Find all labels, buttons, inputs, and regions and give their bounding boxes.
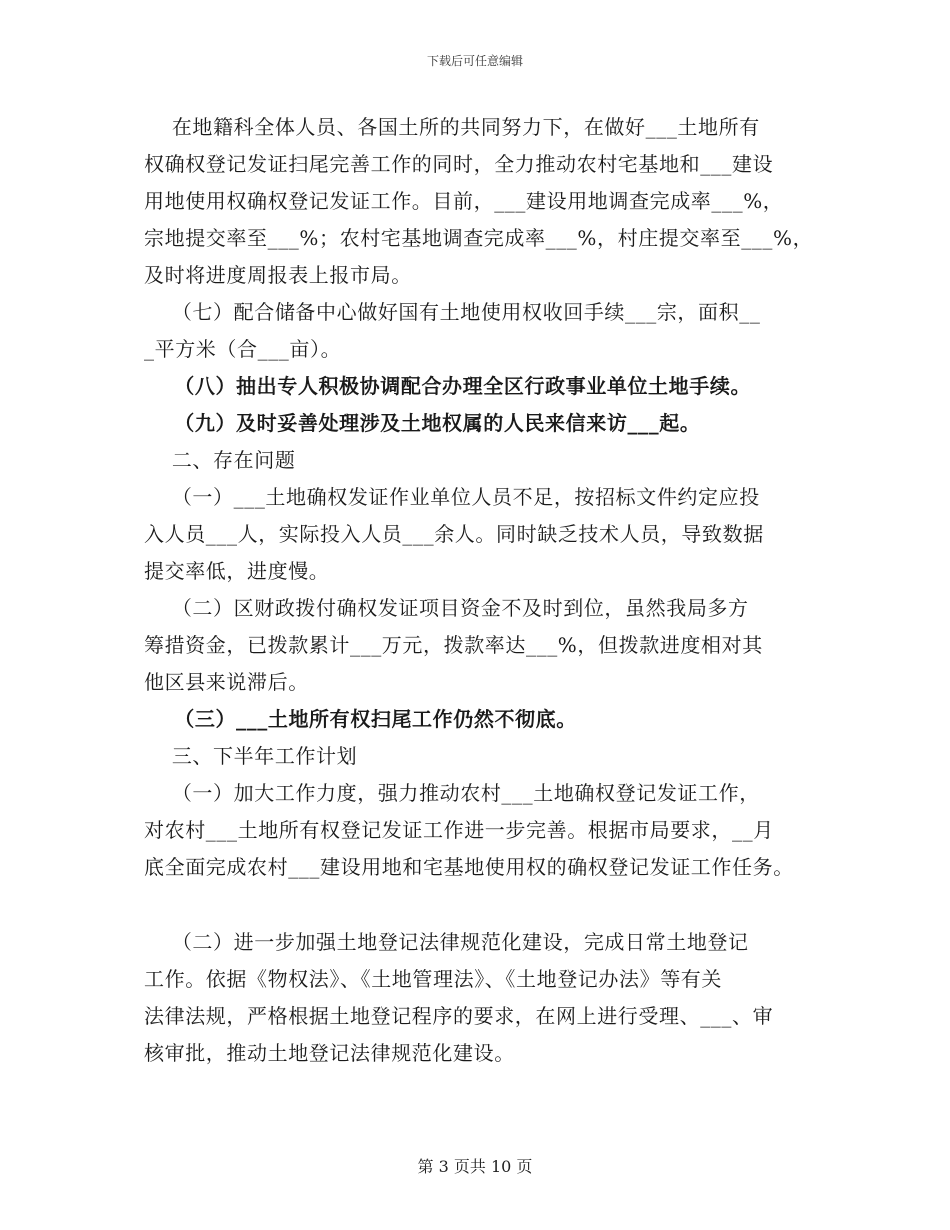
paragraph-line: （一）加大工作力度，强力推动农村___土地确权登记发证工作， [144,781,760,805]
paragraph-line: 入人员___人，实际投入人员___余人。同时缺乏技术人员，导致数据 [144,522,764,546]
paragraph-line: （二）进一步加强土地登记法律规范化建设，完成日常土地登记 [144,930,749,954]
section-heading: 二、存在问题 [144,448,296,472]
bold-paragraph-line: （九）及时妥善处理涉及土地权属的人民来信来访___起。 [144,411,701,435]
paragraph-line: 宗地提交率至___%；农村宅基地调查完成率___%，村庄提交率至___%， [144,226,814,250]
paragraph-line: 及时将进度周报表上报市局。 [144,263,412,287]
paragraph-line: （二）区财政拨付确权发证项目资金不及时到位，虽然我局多方 [144,596,749,620]
paragraph-line: 用地使用权确权登记发证工作。目前，___建设用地调查完成率___%， [144,189,784,213]
paragraph-line: 底全面完成农村___建设用地和宅基地使用权的确权登记发证工作任务。 [144,855,794,879]
paragraph-line: 核审批，推动土地登记法律规范化建设。 [144,1041,515,1065]
paragraph-line: 在地籍科全体人员、各国土所的共同努力下，在做好___土地所有 [144,115,760,139]
page-header: 下载后可任意编辑 [426,54,523,68]
page-footer: 第 3 页共 10 页 [417,1157,533,1176]
bold-paragraph-line: （三）___土地所有权扫尾工作仍然不彻底。 [144,707,577,731]
paragraph-line: 筹措资金，已拨款累计___万元，拨款率达___%，但拨款进度相对其 [144,633,763,657]
paragraph-line: （一）___土地确权发证作业单位人员不足，按招标文件约定应投 [144,485,760,509]
bold-paragraph-line: （八）抽出专人积极协调配合办理全区行政事业单位土地手续。 [144,374,752,398]
paragraph-line: 权确权登记发证扫尾完善工作的同时，全力推动农村宅基地和___建设 [144,152,774,176]
section-heading: 三、下半年工作计划 [144,744,358,768]
paragraph-line: 他区县来说滞后。 [144,670,309,694]
paragraph-line: （七）配合储备中心做好国有土地使用权收回手续___宗，面积__ [144,300,761,324]
paragraph-line: 对农村___土地所有权登记发证工作进一步完善。根据市局要求，__月 [144,818,774,842]
paragraph-line: _平方米（合___亩）。 [144,337,342,361]
paragraph-line: 工作。依据《物权法》、《土地管理法》、《土地登记办法》等有关 [144,967,722,991]
paragraph-line: 法律法规，严格根据土地登记程序的要求，在网上进行受理、___、审 [144,1004,774,1028]
paragraph-line: 提交率低，进度慢。 [144,559,330,583]
